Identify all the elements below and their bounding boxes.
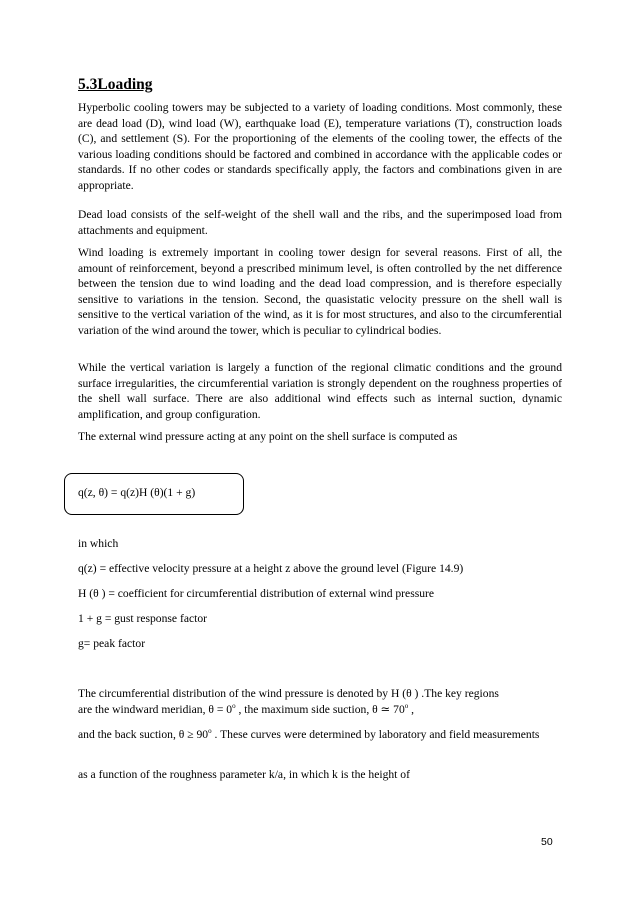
paragraph-external-pressure: The external wind pressure acting at any point on the shell surface is computed as bbox=[78, 430, 458, 443]
section-heading: 5.3Loading bbox=[78, 76, 153, 93]
closing-line-3-part-b: . These curves were determined by laboratory and field measurements bbox=[211, 728, 540, 741]
paragraph-variation: While the vertical variation is largely a function of the regional climatic conditions and the ground surface irregularities, the circumferential variation is strongly dependent on the roughness properties of the shell wall surface. There are also additional wind effects such as internal suction, dynamic amplification, and group configuration. bbox=[78, 361, 562, 421]
paragraph-wind-loading: Wind loading is extremely important in cooling tower design for several reasons. First of all, the amount of reinforcement, beyond a prescribed minimum level, is often controlled by the net difference between the tension due to wind loading and the dead load compression, and is therefore especially sensitive to variations in the tension. Second, the quasistatic velocity pressure on the shell wall is sensitive to the vertical variation of the wind, as it is for most structures, and also to the circumferential variation of the wind around the tower, which is peculiar to cylindrical bodies. bbox=[78, 246, 562, 337]
closing-line-2-part-a: are the windward meridian, θ = 0 bbox=[78, 703, 233, 716]
page-number: 50 bbox=[541, 836, 553, 848]
paragraph-dead-load: Dead load consists of the self-weight of the shell wall and the ribs, and the superimposed load from attachments and equipment. bbox=[78, 208, 562, 237]
closing-line-3 bbox=[78, 727, 562, 743]
degree-mark: o bbox=[208, 727, 212, 736]
closing-line-1: The circumferential distribution of the wind pressure is denoted by H (θ ) .The key regions bbox=[78, 687, 499, 700]
definition-h-theta: H (θ ) = coefficient for circumferential distribution of external wind pressure bbox=[78, 587, 435, 600]
closing-line-2-part-c: , bbox=[408, 703, 415, 716]
degree-mark: o bbox=[404, 702, 409, 711]
definition-peak-factor: g= peak factor bbox=[78, 637, 146, 650]
definitions-intro: in which bbox=[78, 537, 119, 550]
equation-text: q(z, θ) = q(z)H (θ)(1 + g) bbox=[78, 486, 196, 499]
closing-line-2-part-b: , the maximum side suction, θ ≃ 70 bbox=[235, 703, 405, 716]
paragraph-loading-conditions: Hyperbolic cooling towers may be subjected to a variety of loading conditions. Most commonly, these are dead load (D), wind load (W), earthquake load (E), temperature variations (T), construction loads (C), and settlement (S). For the proportioning of the elements of the cooling tower, the effects of the various loading conditions should be factored and combined in accordance with the applicable codes or standards. If no other codes or standards specifically apply, the factors and combinations given in are appropriate. bbox=[78, 101, 562, 192]
definition-qz: q(z) = effective velocity pressure at a height z above the ground level (Figure 14.9) bbox=[78, 562, 464, 575]
closing-line-2 bbox=[78, 702, 414, 718]
definition-gust-factor: 1 + g = gust response factor bbox=[78, 612, 207, 625]
closing-line-4: as a function of the roughness parameter k/a, in which k is the height of bbox=[78, 768, 410, 781]
closing-line-3-part-a: and the back suction, θ ≥ 90 bbox=[78, 728, 209, 741]
degree-mark: o bbox=[232, 702, 236, 711]
